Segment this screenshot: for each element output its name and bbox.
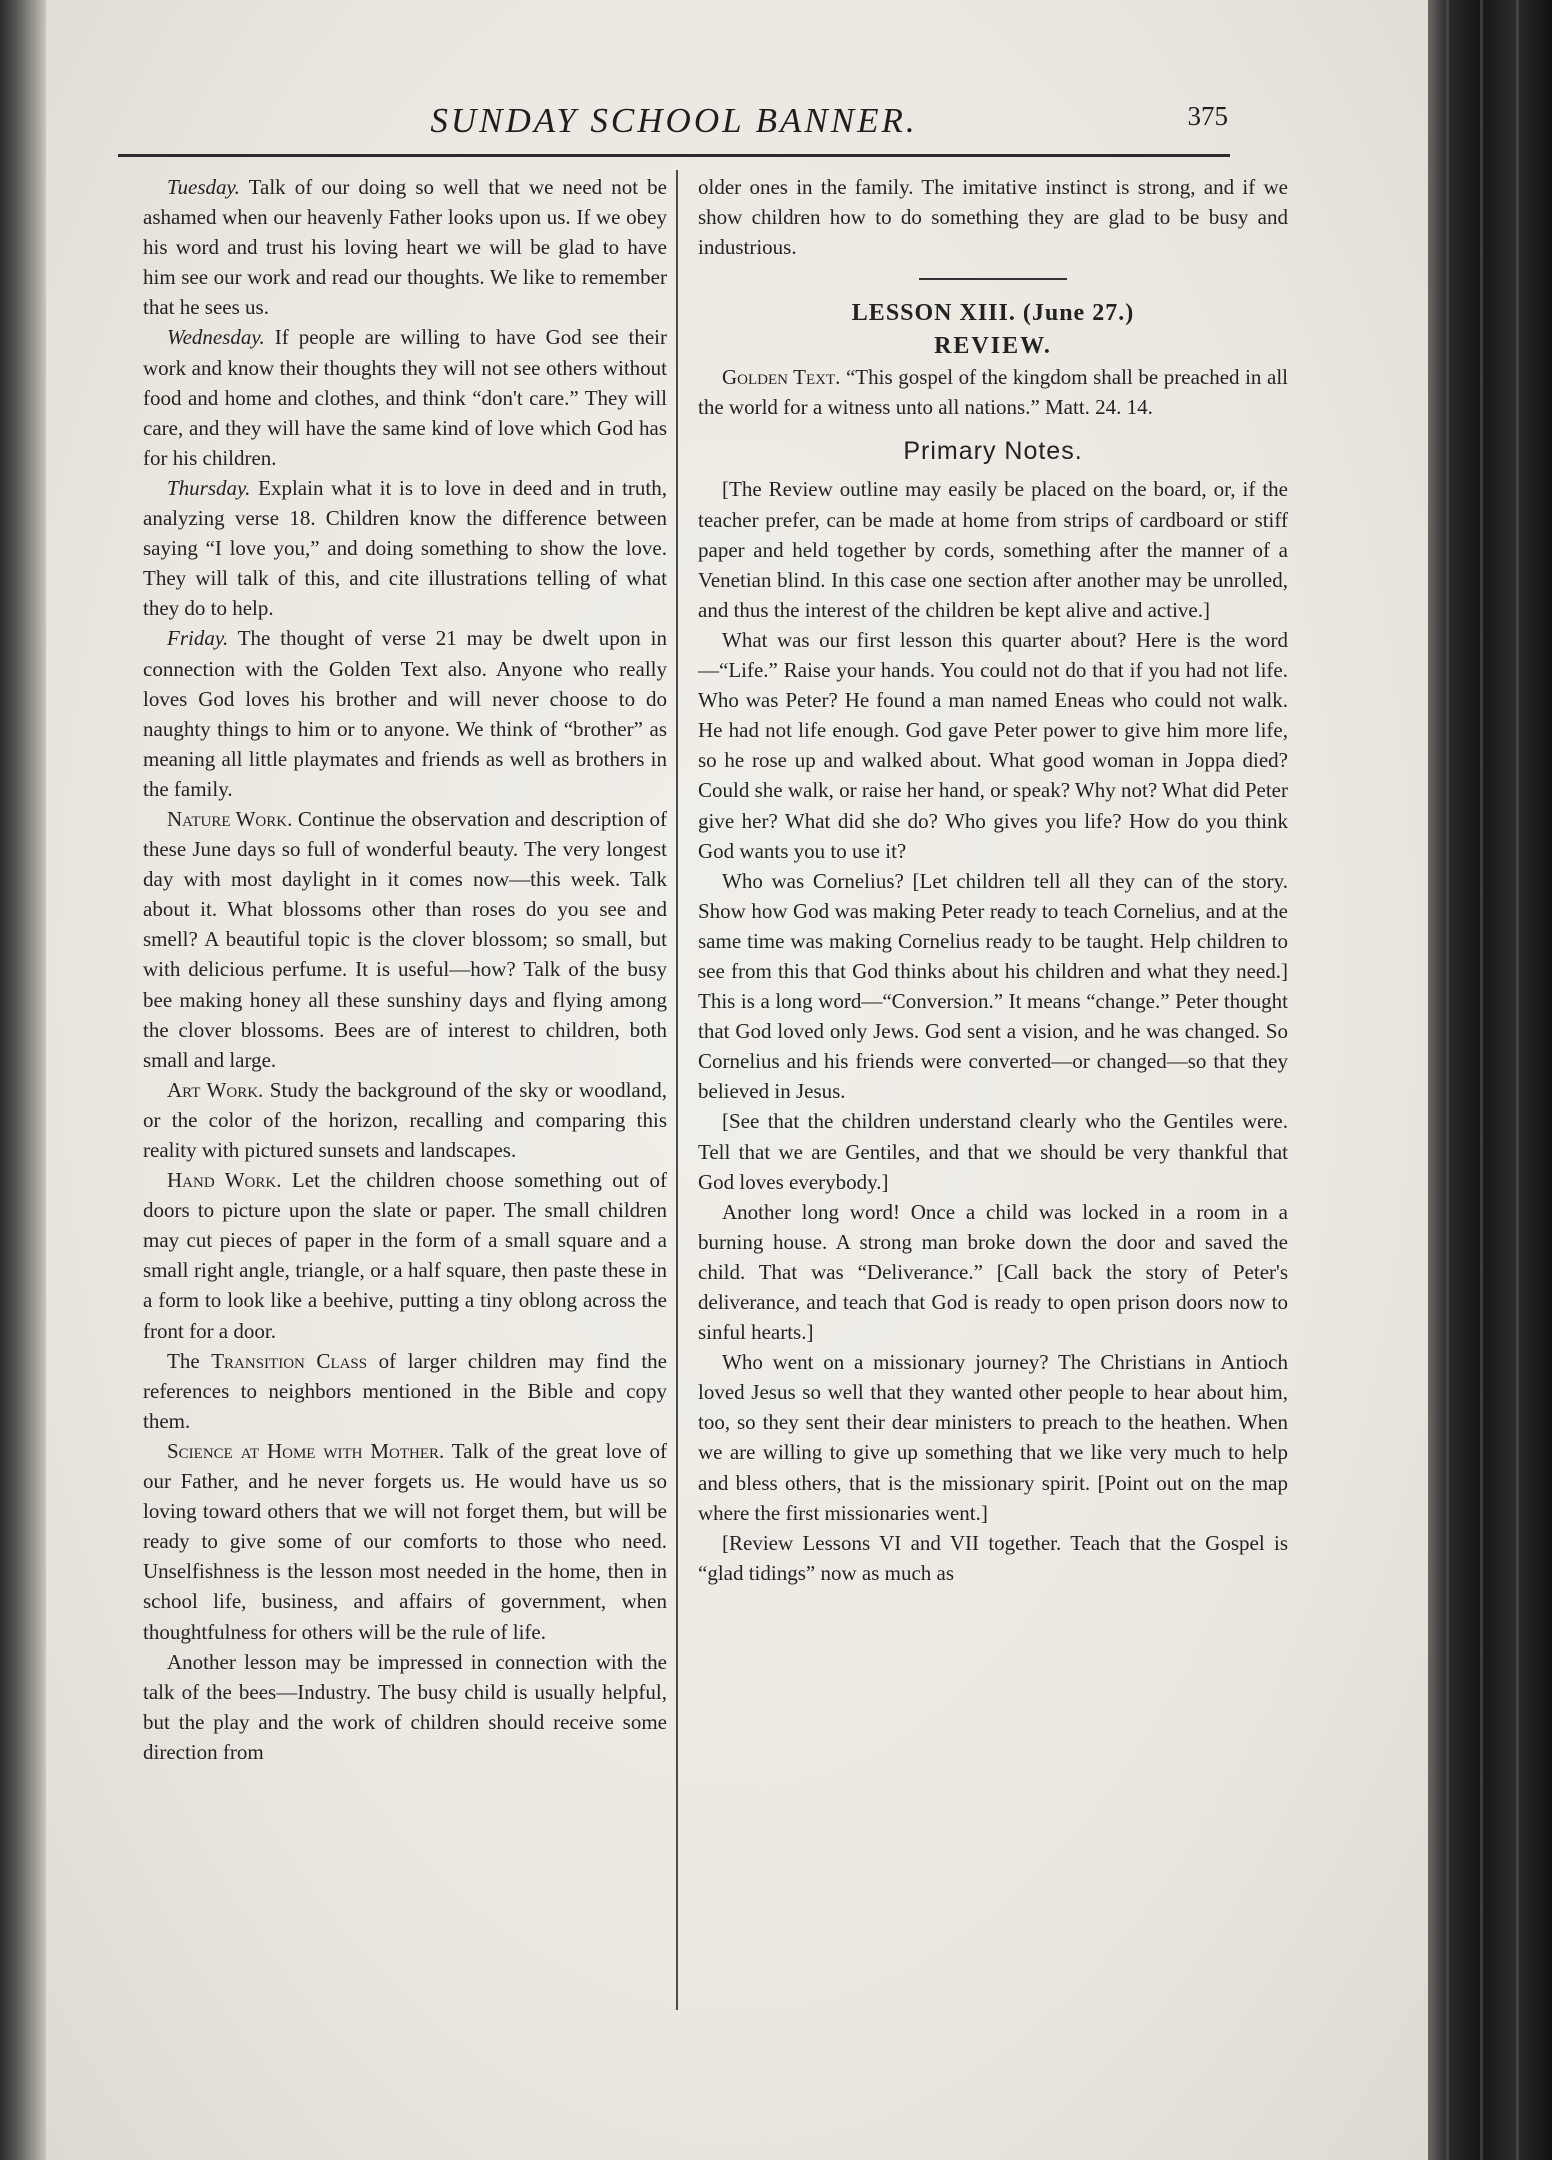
day-label-thursday: Thursday. xyxy=(167,475,251,500)
section-label-art-work: Art Work. xyxy=(167,1077,264,1102)
paragraph-text: Study the background of the sky or woodland, or the color of the horizon, recalling and comparing this reality with pictured sunsets and landscapes. xyxy=(143,1077,667,1162)
golden-text xyxy=(698,362,1288,422)
section-divider-rule xyxy=(919,278,1067,280)
paragraph-hand-work xyxy=(143,1165,667,1346)
paragraph-transition-class xyxy=(143,1346,667,1436)
binding-line xyxy=(1446,0,1449,2160)
left-page-gutter xyxy=(0,0,46,2160)
paragraph-text: The xyxy=(167,1348,212,1373)
left-column xyxy=(143,172,667,1767)
section-label-hand-work: Hand Work. xyxy=(167,1168,282,1193)
book-binding-edge xyxy=(1428,0,1552,2160)
paragraph-friday xyxy=(143,623,667,804)
paragraph-missionary: Who went on a missionary journey? The Christians in Antioch loved Jesus so well that they wanted other people to hear about him, too, so they sent their dear ministers to preach to the heathen. When we are willing to give up something that we like very much to help and bless others, that is the missionary spirit. [Point out on the map where the first missionaries went.] xyxy=(698,1350,1288,1525)
header-rule xyxy=(118,154,1230,157)
paragraph-cornelius: Who was Cornelius? [Let children tell all they can of the story. Show how God was making Peter ready to teach Cornelius, and at the same time was making Cornelius ready to be taught. Help children to see from this that God thinks about his children and what they need.] This is a long word—“Conversion.” It means “change.” Peter thought that God loved only Jews. God sent a vision, and he was changed. So Cornelius and his friends were converted—or changed—so that they believed in Jesus. xyxy=(698,868,1288,1104)
section-label-science-at-home: Science at Home with Mother. xyxy=(167,1438,445,1463)
paragraph-text: The thought of verse 21 may be dwelt upon in connection with the Golden Text also. Anyone who really loves God loves his brother and will never choose to do naughty things to him or to anyone. We think of “brother” as meaning all little playmates and friends as well as brothers in the family. xyxy=(143,626,667,801)
paragraph-nature-work xyxy=(143,804,667,1075)
page-number: 375 xyxy=(1187,101,1228,131)
day-label-tuesday: Tuesday. xyxy=(167,175,240,199)
paragraph-text: Explain what it is to love in deed and in truth, analyzing verse 18. Children know the difference between saying “I love you,” and doing something to show the love. They will talk of this, and cite illustrations telling of what they do to help. xyxy=(143,475,667,621)
binding-line xyxy=(1516,0,1519,2160)
paragraph-review-lessons: [Review Lessons VI and VII together. Teach that the Gospel is “glad tidings” now as much as xyxy=(698,1530,1288,1585)
paragraph-gentiles: [See that the children understand clearly who the Gentiles were. Tell that we are Gentiles, and that we should be very thankful that God loves everybody.] xyxy=(698,1109,1288,1194)
paragraph-tuesday xyxy=(143,172,667,322)
paragraph-thursday xyxy=(143,473,667,623)
paragraph-another-lesson: Another lesson may be impressed in connection with the talk of the bees—Industry. The busy child is usually helpful, but the play and the work of children should receive some direction from xyxy=(143,1649,667,1764)
paragraph-text: If people are willing to have God see their work and know their thoughts they will not see others without food and home and clothes, and think “don't care.” They will care, and they will have the same kind of love which God has for his children. xyxy=(143,325,667,470)
section-label-transition-class: Transition Class xyxy=(211,1348,368,1373)
golden-text-label: Golden Text. xyxy=(722,365,841,390)
paragraph-review-outline: [The Review outline may easily be placed on the board, or, if the teacher prefer, can be made at home from strips of cardboard or stiff paper and held together by cords, something after the manner of a Venetian blind. In this case one section after another may be unrolled, and thus the interest of the children be kept alive and active.] xyxy=(698,477,1288,622)
paragraph-text: Let the children choose something out of doors to picture upon the slate or paper. The small children may cut pieces of paper in the form of a small square and a small right angle, triangle, or a half square, then paste these in a form to look like a beehive, putting a tiny oblong across the front for a door. xyxy=(143,1168,667,1343)
paragraph-text: Talk of our doing so well that we need not be ashamed when our heavenly Father looks upon us. If we obey his word and trust his loving heart we will be glad to have him see our work and read our thoughts. We like to remember that he sees us. xyxy=(143,175,667,320)
paragraph-art-work xyxy=(143,1075,667,1165)
paragraph-science-at-home xyxy=(143,1436,667,1647)
paragraph-text: of larger children may find the references to neighbors mentioned in the Bible and copy them. xyxy=(143,1348,667,1433)
right-column xyxy=(698,172,1288,1588)
golden-text-quote: “This gospel of the kingdom shall be preached in all the world for a witness unto all nations.” Matt. 24. 14. xyxy=(698,365,1288,420)
column-divider xyxy=(676,170,678,2010)
paragraph-first-lesson: What was our first lesson this quarter about? Here is the word—“Life.” Raise your hands. You could not do that if you had not life. Who was Peter? He found a man named Eneas who could not walk. He had not life enough. God gave Peter power to give him more life, so he rose up and walked about. What good woman in Joppa died? Could she walk, or raise her hand, or speak? Why not? What did Peter give her? What did she do? Who gives you life? How do you think God wants you to use it? xyxy=(698,627,1288,863)
paragraph-text: Continue the observation and description of these June days so full of wonderful beauty. The very longest day with most daylight in it comes now—this week. Talk about it. What blossoms other than roses do you see and smell? A beautiful topic is the clover blossom; so small, but with delicious perfume. It is useful—how? Talk of the busy bee making honey all these sunshiny days and flying among the clover blossoms. Bees are of interest to children, both small and large. xyxy=(143,806,667,1072)
day-label-wednesday: Wednesday. xyxy=(167,325,265,350)
paragraph-text: Talk of the great love of our Father, and he never forgets us. He would have us so loving toward others that we will not forget them, but will be ready to give some of our comforts to those who need. Unselfishness is the lesson most needed in the home, then in school life, business, and affairs of government, when thoughtfulness for others will be the rule of life. xyxy=(143,1438,667,1644)
binding-line xyxy=(1480,0,1483,2160)
paragraph-deliverance: Another long word! Once a child was locked in a room in a burning house. A strong man broke down the door and saved the child. That was “Deliverance.” [Call back the story of Peter's deliverance, and teach that God is ready to open prison doors now to sinful hearts.] xyxy=(698,1199,1288,1345)
primary-notes-heading: Primary Notes. xyxy=(903,437,1083,466)
paragraph-continuation: older ones in the family. The imitative instinct is strong, and if we show children how to do something they are glad to be busy and industrious. xyxy=(698,175,1288,260)
paragraph-wednesday xyxy=(143,322,667,472)
review-heading: REVIEW. xyxy=(934,333,1052,360)
page-header xyxy=(120,95,1228,151)
lesson-title: LESSON XIII. (June 27.) xyxy=(851,300,1135,327)
section-label-nature-work: Nature Work. xyxy=(167,806,293,831)
day-label-friday: Friday. xyxy=(167,626,229,651)
running-title: SUNDAY SCHOOL BANNER. xyxy=(430,101,918,140)
